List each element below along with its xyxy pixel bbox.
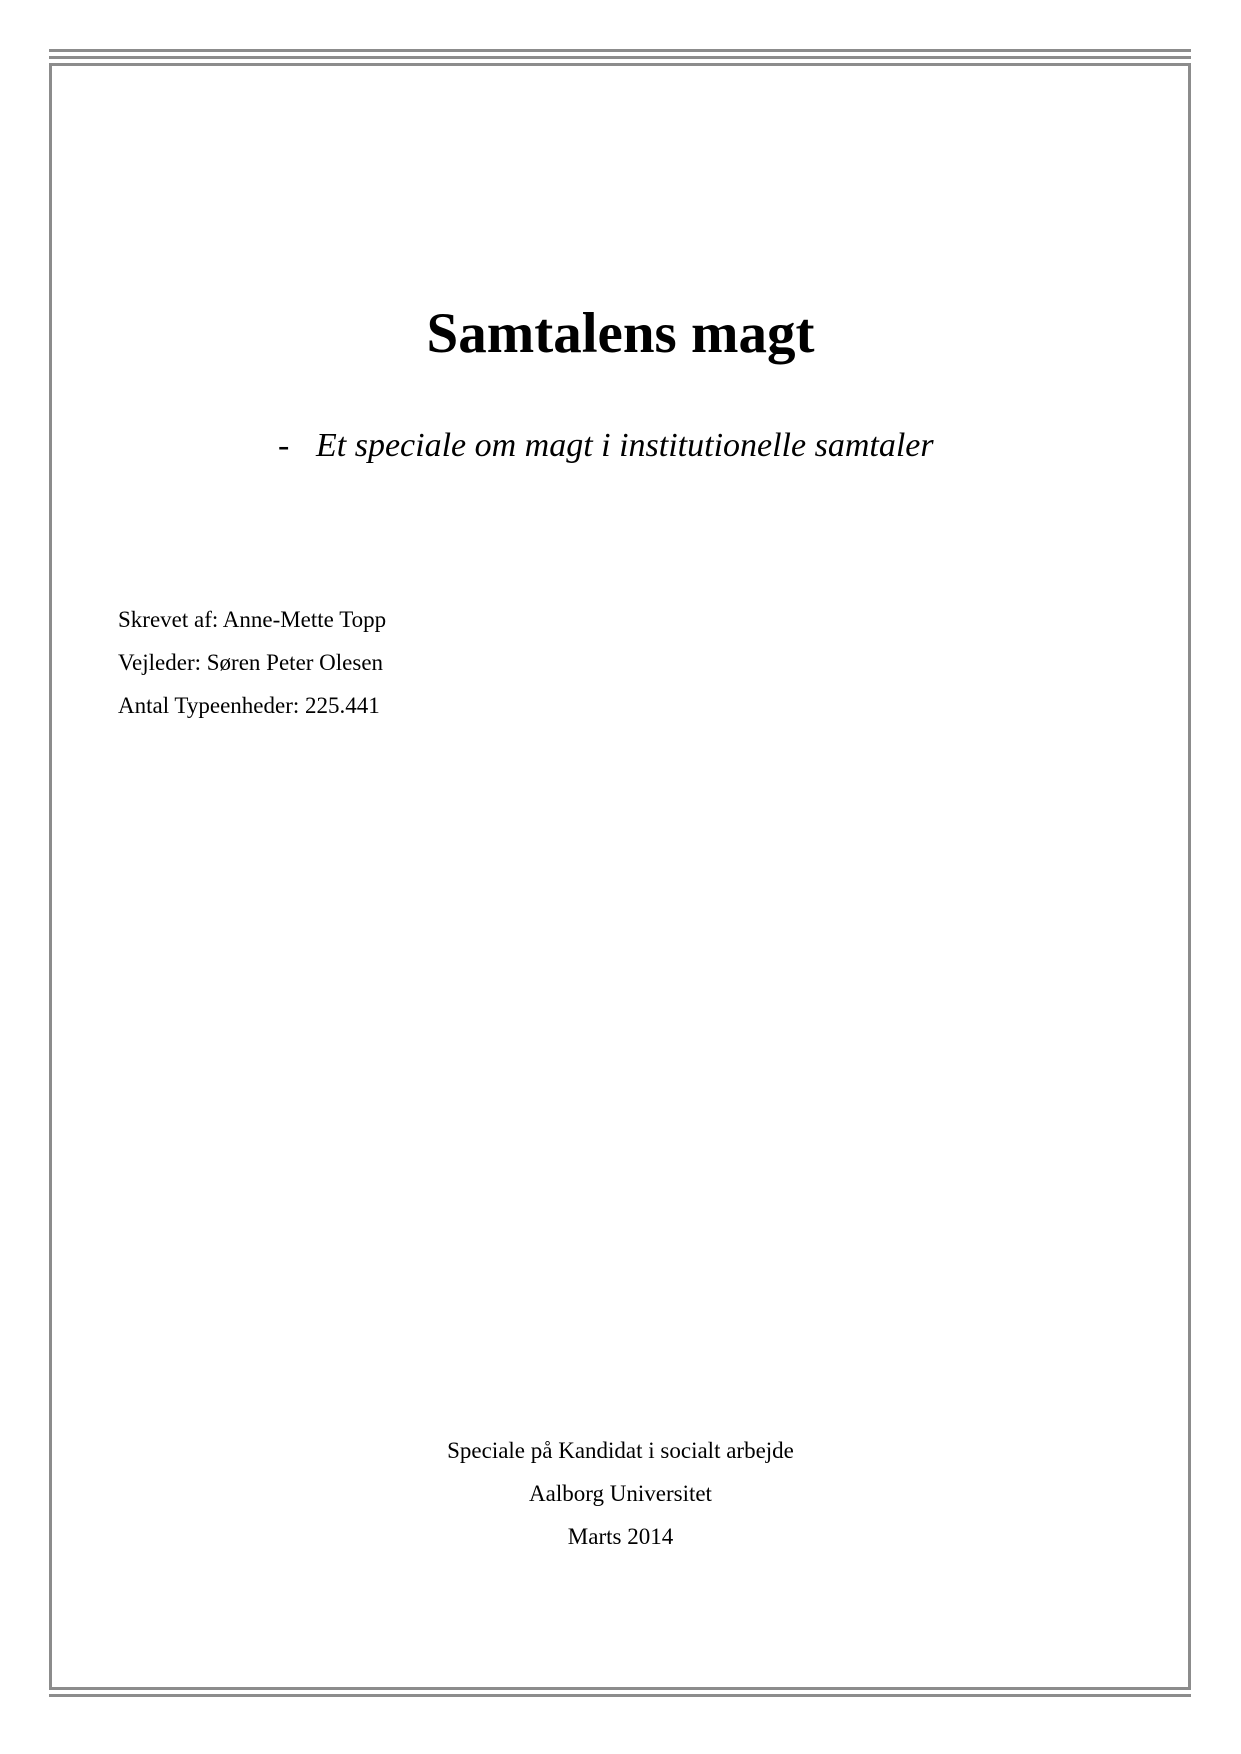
university-line: Aalborg Universitet: [529, 1481, 712, 1506]
bottom-border-rule-1: [49, 1687, 1191, 1690]
subtitle-dash: -: [278, 427, 290, 464]
supervisor-line: Vejleder: Søren Peter Olesen: [118, 650, 384, 675]
program-line: Speciale på Kandidat i socialt arbejde: [447, 1438, 794, 1463]
footer-block: [0, 1429, 1241, 1558]
date-line: Marts 2014: [567, 1524, 674, 1549]
subtitle-text: Et speciale om magt i institutionelle samtaler: [316, 427, 934, 464]
author-line: Skrevet af: Anne-Mette Topp: [118, 607, 387, 632]
subtitle: [278, 426, 934, 467]
page-title: Samtalens magt: [426, 302, 815, 365]
character-count-line: Antal Typeenheder: 225.441: [118, 693, 380, 718]
bottom-border-rule-2: [49, 1694, 1191, 1697]
top-border-rule-2: [49, 56, 1191, 59]
top-border-rule-1: [49, 49, 1191, 52]
metadata-block: [118, 598, 386, 727]
